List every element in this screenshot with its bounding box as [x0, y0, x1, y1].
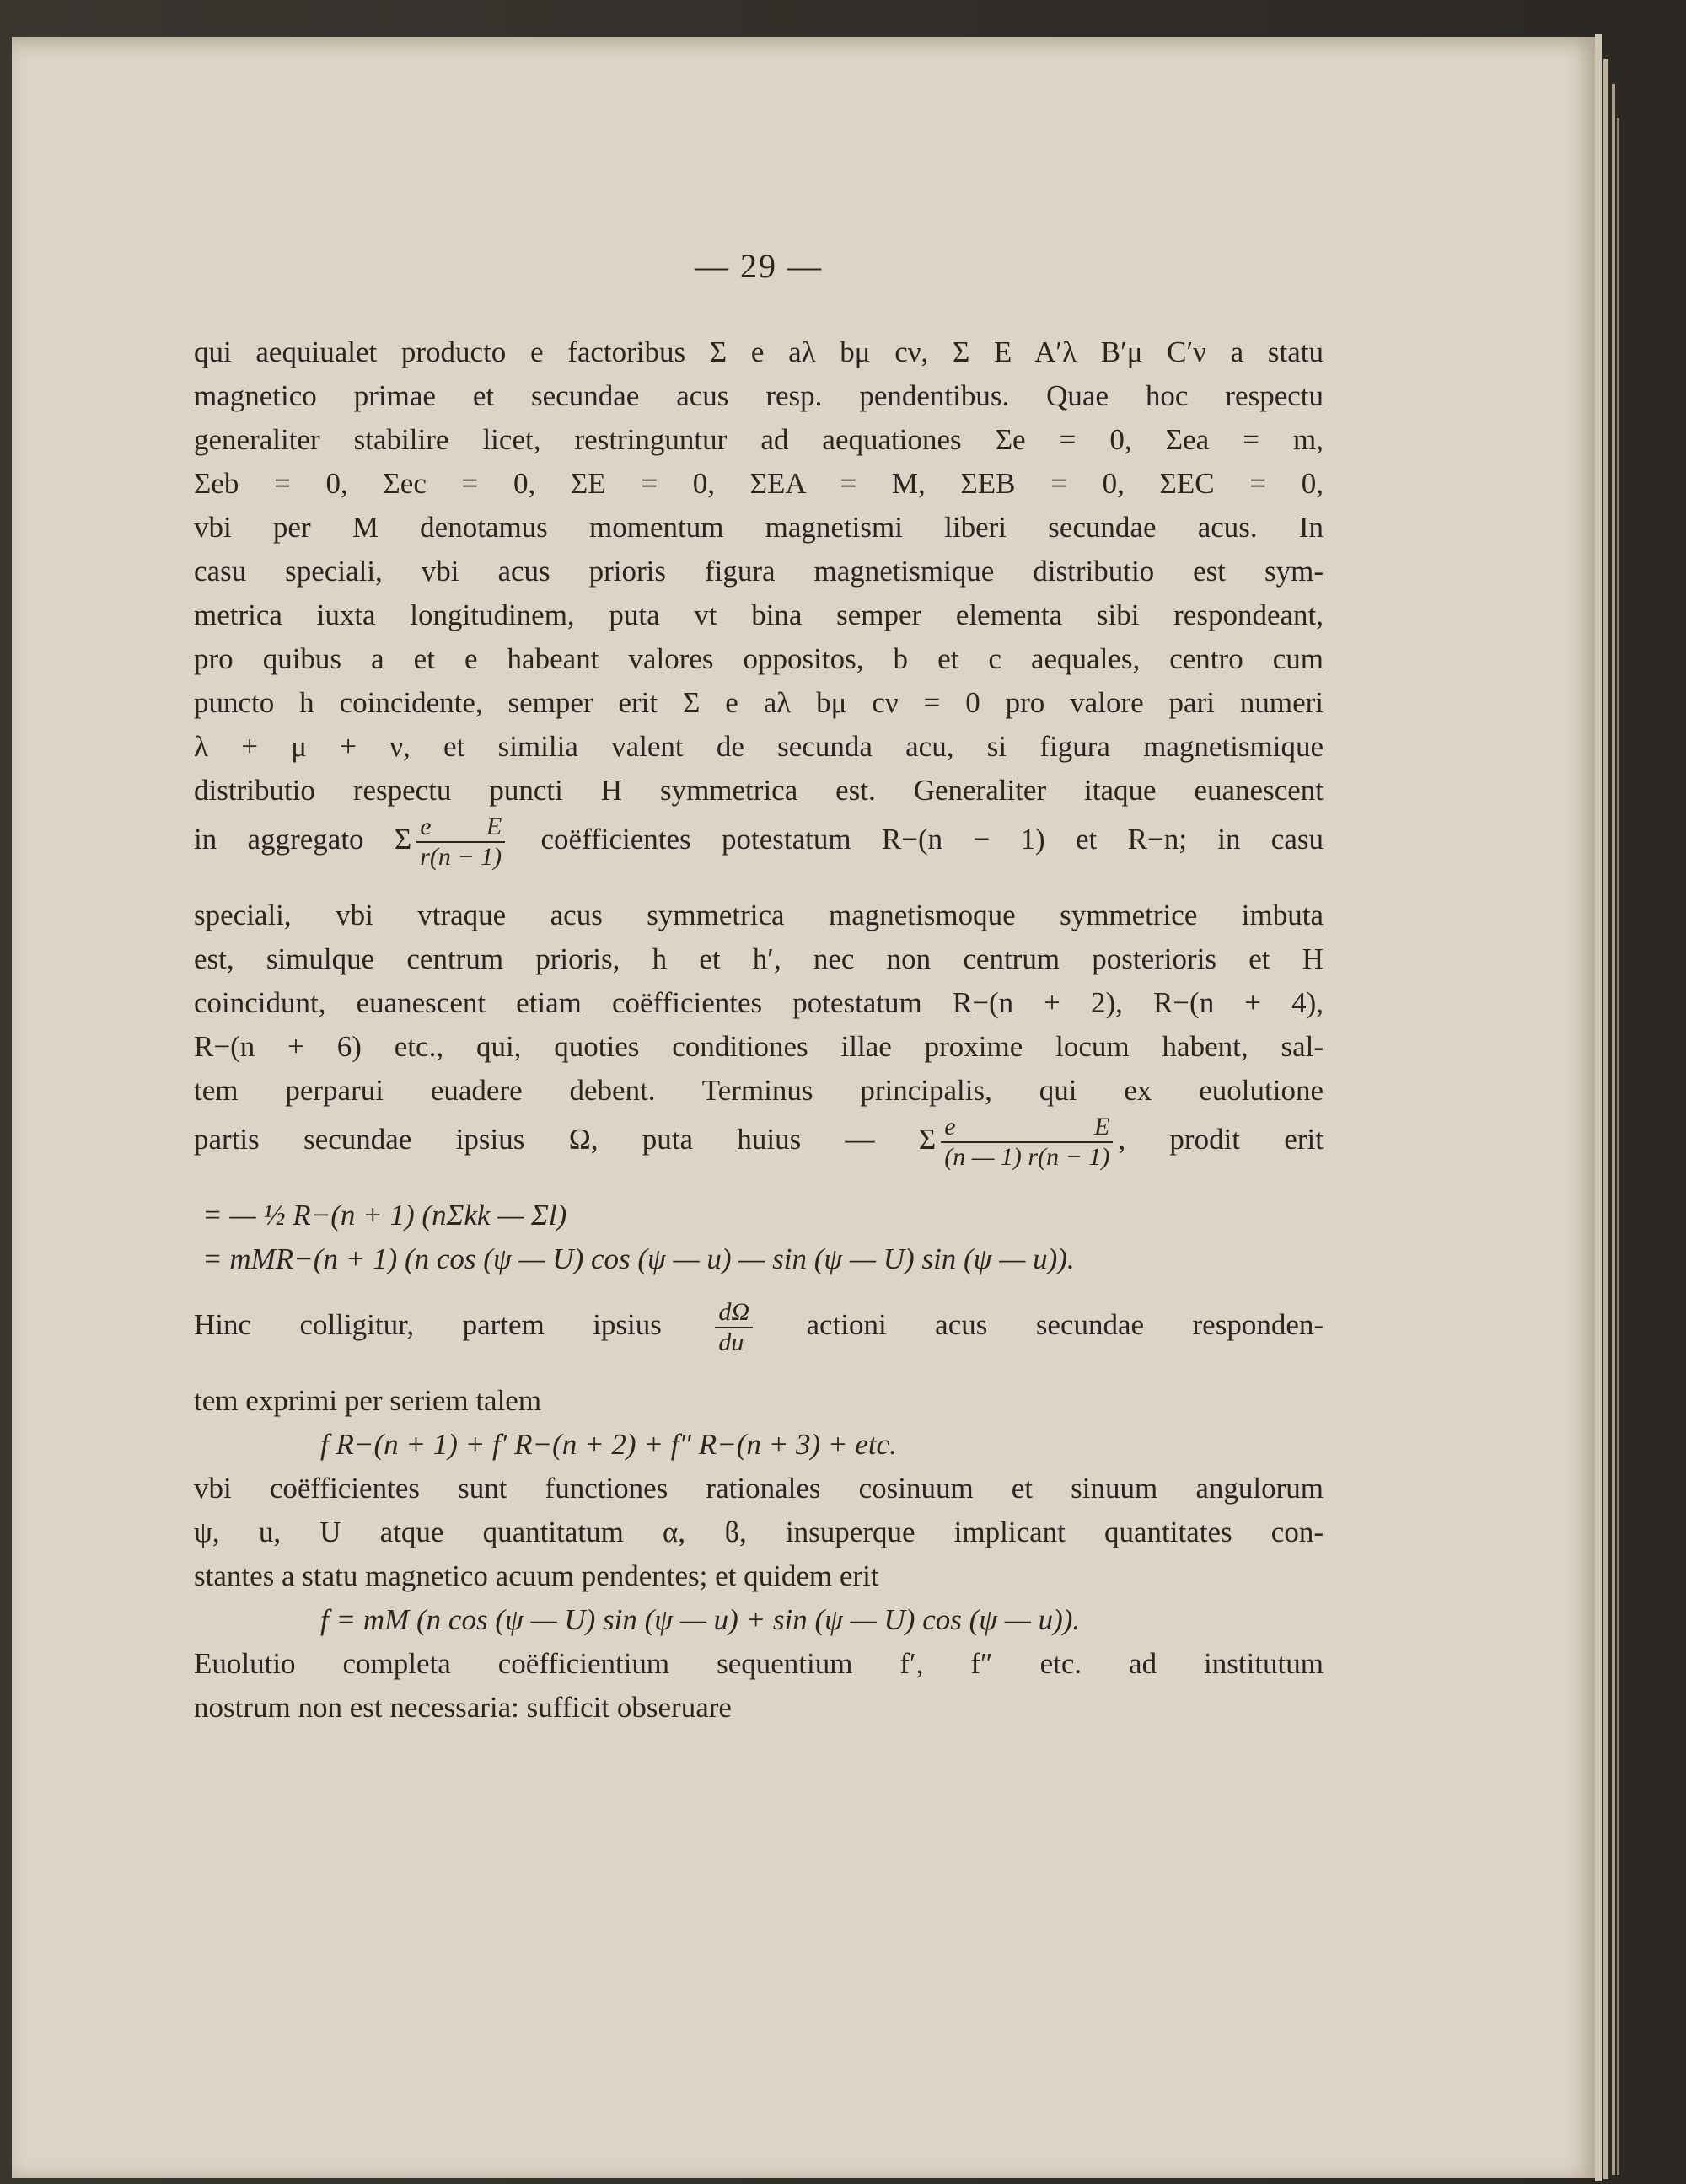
page-number: — 29 —: [695, 247, 823, 285]
page-edge: [1595, 34, 1602, 2181]
fraction-denominator: (n — 1) r(n − 1): [944, 1143, 1110, 1171]
fraction: [416, 813, 505, 872]
text-line: distributio respectu puncti H symmetrica est. Generaliter itaque euanescent: [194, 774, 1324, 807]
equation: = mMR−(n + 1) (n cos (ψ — U) cos (ψ — u) — sin (ψ — U) sin (ψ — u)).: [202, 1242, 1075, 1275]
text-line: speciali, vbi vtraque acus symmetrica magnetismoque symmetrice imbuta: [194, 899, 1324, 931]
text-line: nostrum non est necessaria: sufficit obseruare: [194, 1691, 732, 1724]
text-segment: coëfficientes potestatum R−(n − 1) et R−n; in casu: [540, 823, 1324, 856]
equation: f = mM (n cos (ψ — U) sin (ψ — u) + sin (ψ — U) cos (ψ — u)).: [320, 1603, 1081, 1636]
fraction: [941, 1113, 1113, 1172]
equation: f R−(n + 1) + f′ R−(n + 2) + f″ R−(n + 3) + etc.: [320, 1428, 897, 1461]
text-line-with-fraction: [194, 813, 1324, 893]
text-line: generaliter stabilire licet, restringuntur ad aequationes Σe = 0, Σea = m,: [194, 423, 1324, 456]
text-line: R−(n + 6) etc., qui, quoties conditiones illae proxime locum habent, sal-: [194, 1030, 1324, 1063]
text-line: ψ, u, U atque quantitatum α, ϐ, insuperque implicant quantitates con-: [194, 1516, 1324, 1548]
text-segment: , prodit erit: [1118, 1123, 1324, 1156]
page-edge: [1612, 84, 1615, 2175]
text-line: vbi coëfficientes sunt functiones rationales cosinuum et sinuum angulorum: [194, 1472, 1324, 1505]
text-line-with-fraction: [194, 1298, 1324, 1379]
text-line: tem perparui euadere debent. Terminus principalis, qui ex euolutione: [194, 1074, 1324, 1107]
fraction-numerator: e E: [416, 813, 505, 843]
fraction-denominator: r(n − 1): [420, 843, 502, 871]
fraction-numerator: e E: [941, 1113, 1113, 1143]
fraction-numerator: dΩ: [715, 1298, 753, 1328]
page-text-block: [194, 228, 1324, 1730]
text-line: Σeb = 0, Σec = 0, ΣE = 0, ΣEA = M, ΣEB = 0, ΣEC = 0,: [194, 467, 1324, 500]
text-segment: in aggregato Σ: [194, 823, 412, 856]
text-line: qui aequiualet producto e factoribus Σ e aλ bμ cν, Σ E A′λ B′μ C′ν a statu: [194, 335, 1324, 368]
text-line: est, simulque centrum prioris, h et h′, nec non centrum posterioris et H: [194, 942, 1324, 975]
text-line: pro quibus a et e habeant valores oppositos, b et c aequales, centro cum: [194, 642, 1324, 675]
text-segment: partis secundae ipsius Ω, puta huius — Σ: [194, 1123, 937, 1156]
fraction: [715, 1298, 753, 1357]
text-line: magnetico primae et secundae acus resp. pendentibus. Quae hoc respectu: [194, 379, 1324, 412]
text-line: coincidunt, euanescent etiam coëfficientes potestatum R−(n + 2), R−(n + 4),: [194, 986, 1324, 1019]
page-edge: [1603, 59, 1608, 2179]
text-line: λ + μ + ν, et similia valent de secunda acu, si figura magnetismique: [194, 730, 1324, 763]
text-line: vbi per M denotamus momentum magnetismi liberi secundae acus. In: [194, 511, 1324, 544]
text-line: puncto h coincidente, semper erit Σ e aλ bμ cν = 0 pro valore pari numeri: [194, 686, 1324, 719]
text-line: tem exprimi per seriem talem: [194, 1384, 542, 1417]
text-line: Euolutio completa coëfficientium sequentium f′, f″ etc. ad institutum: [194, 1647, 1324, 1680]
fraction-denominator: du: [718, 1328, 744, 1356]
page-edge: [1617, 118, 1619, 2175]
text-line-with-fraction: [194, 1113, 1324, 1194]
text-segment: actioni acus secundae responden-: [806, 1308, 1324, 1342]
text-line: metrica iuxta longitudinem, puta vt bina semper elementa sibi respondeant,: [194, 598, 1324, 631]
text-line: casu speciali, vbi acus prioris figura magnetismique distributio est sym-: [194, 555, 1324, 588]
text-line: stantes a statu magnetico acuum pendentes; et quidem erit: [194, 1559, 879, 1592]
equation: = — ½ R−(n + 1) (nΣkk — Σl): [202, 1199, 567, 1232]
text-segment: Hinc colligitur, partem ipsius: [194, 1308, 662, 1342]
spacer: [194, 1281, 1324, 1298]
